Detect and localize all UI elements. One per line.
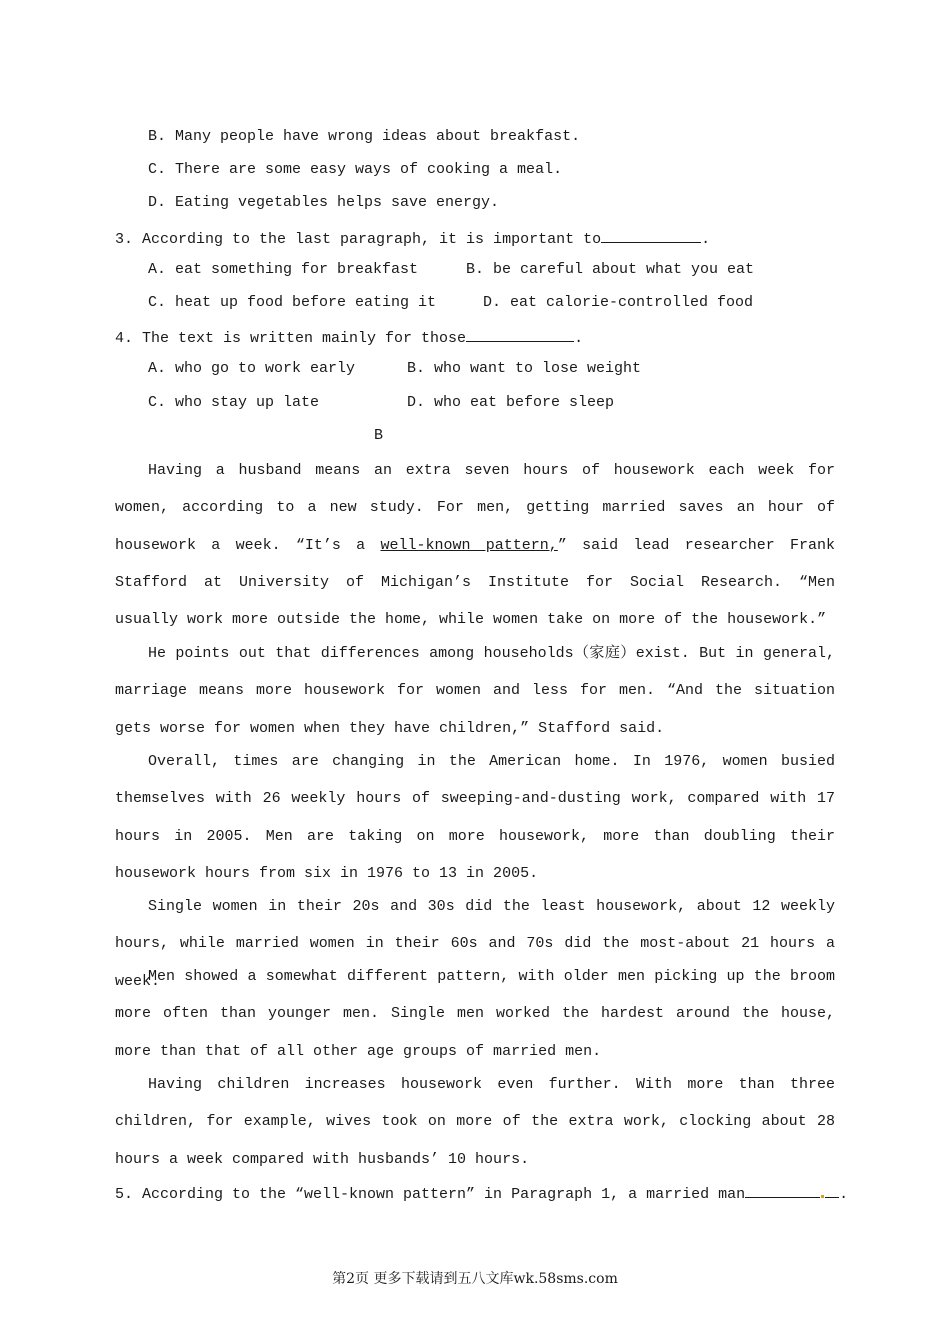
q4-option-a: A. who go to work early <box>148 360 356 377</box>
passage-paragraph-4: Single women in their 20s and 30s did the least housework, about 12 weekly hours, while married women in their 60s and 70s did the most-about 21 hours a week. <box>115 898 835 990</box>
passage-text: Having a husband means an extra seven hours of housework each week for women, according to a new study. For men, getting married saves an hour of housework a week. “It’s a <box>115 462 835 554</box>
q4-option-b: B. who want to lose weight <box>407 360 642 377</box>
marker-dot <box>821 1195 824 1198</box>
question-3-stem: 3. According to the last paragraph, it is important to <box>115 231 602 248</box>
passage-text: ” said lead researcher Frank Stafford at University of Michigan’s Institute for Social Research. “Men usually work more outside the home, while women take on more of the housework.” <box>115 536 836 629</box>
q4-option-c: C. who stay up late <box>148 394 320 411</box>
answer-blank <box>466 327 574 342</box>
question-5-stem: 5. According to the “well-known pattern” in Paragraph 1, a married man <box>115 1186 746 1203</box>
passage-paragraph-1 <box>115 452 835 638</box>
underlined-phrase: well-known pattern, <box>380 536 558 554</box>
q3-option-d: D. eat calorie-controlled food <box>483 294 754 311</box>
answer-blank <box>601 228 701 243</box>
q3-option-a: A. eat something for breakfast <box>148 261 419 278</box>
q4-option-d: D. who eat before sleep <box>407 394 615 411</box>
page-footer: 第2页 更多下载请到五八文库wk.58sms.com <box>332 1271 618 1287</box>
q2-option-b: B. Many people have wrong ideas about breakfast. <box>148 128 581 145</box>
question-4-stem: 4. The text is written mainly for those <box>115 330 467 347</box>
q2-option-c: C. There are some easy ways of cooking a meal. <box>148 161 563 178</box>
question-5: 5. According to the “well-known pattern” in Paragraph 1, a married man . <box>115 1183 848 1203</box>
section-label: B <box>374 427 384 444</box>
question-4: 4. The text is written mainly for those . <box>115 327 583 347</box>
q2-option-d: D. Eating vegetables helps save energy. <box>148 194 500 211</box>
q3-option-b: B. be careful about what you eat <box>466 261 755 278</box>
passage-paragraph-2: He points out that differences among households（家庭）exist. But in general, marriage means more housework for women and less for men. “And the situation gets worse for women when they have children,” Stafford said. <box>115 645 835 737</box>
passage-paragraph-5: Men showed a somewhat different pattern, with older men picking up the broom more often than younger men. Single men worked the hardest around the house, more than that of all other age groups of married men. <box>115 968 835 1060</box>
question-3: 3. According to the last paragraph, it is important to . <box>115 228 710 248</box>
answer-blank <box>825 1183 839 1198</box>
passage-paragraph-3: Overall, times are changing in the American home. In 1976, women busied themselves with 26 weekly hours of sweeping-and-dusting work, compared with 17 hours in 2005. Men are taking on more housework, more than doubling their housework hours from six in 1976 to 13 in 2005. <box>115 753 835 882</box>
passage-paragraph-6: Having children increases housework even further. With more than three children, for example, wives took on more of the extra work, clocking about 28 hours a week compared with husbands’ 10 hours. <box>115 1076 835 1168</box>
q3-option-c: C. heat up food before eating it <box>148 294 437 311</box>
answer-blank <box>745 1183 820 1198</box>
